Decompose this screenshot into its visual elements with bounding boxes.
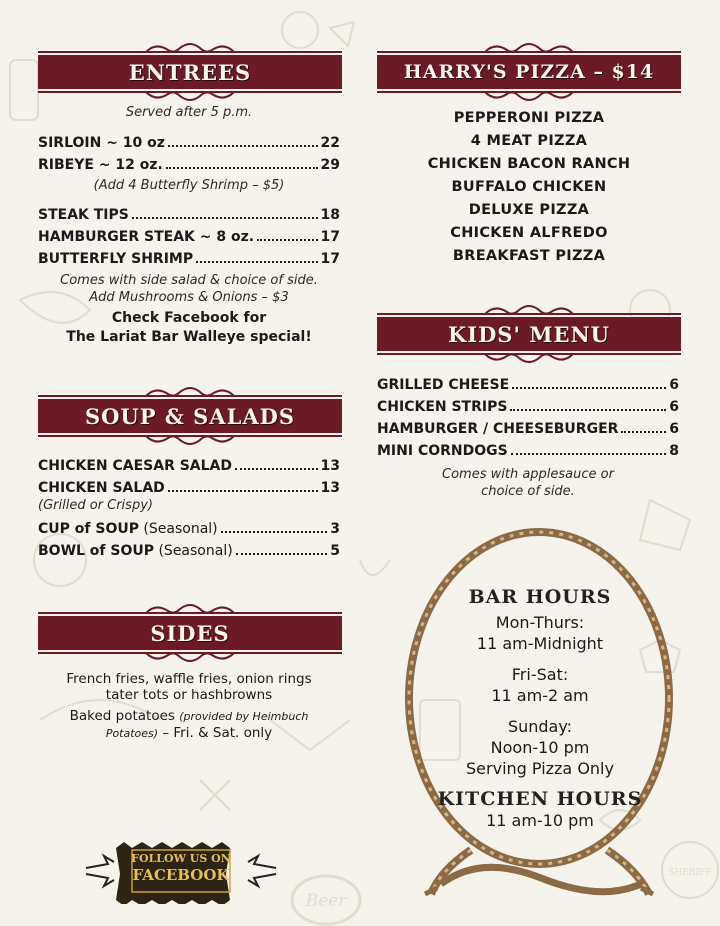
hours-sunday-time: Noon-10 pm (490, 738, 590, 757)
item-price: 17 (320, 229, 340, 245)
menu-item-mini-corndogs (377, 440, 679, 462)
kids-title: KIDS' MENU (448, 321, 610, 347)
item-price: 13 (320, 480, 340, 496)
facebook-badge-line-2: FACEBOOK (132, 866, 230, 884)
item-name: STEAK TIPS (38, 207, 129, 223)
pointing-hand-left-icon (86, 856, 114, 886)
item-price: 18 (320, 207, 340, 223)
item-price: 8 (669, 443, 679, 459)
item-name: CHICKEN SALAD (38, 480, 165, 496)
entrees-title: ENTREES (128, 59, 252, 85)
scroll-ornament-icon (481, 88, 577, 102)
item-name: BUTTERFLY SHRIMP (38, 251, 194, 267)
menu-item-cup-of-soup (38, 518, 340, 540)
banner-bar (38, 55, 342, 89)
beer-sign-text: Beer (305, 891, 347, 911)
item-price: 6 (669, 421, 679, 437)
menu-item-grilled-cheese (377, 374, 679, 396)
sides-line-1: French fries, waffle fries, onion rings (66, 671, 312, 687)
bottle-doodle-icon (10, 60, 38, 120)
banner-rule (38, 51, 342, 53)
soup-salads-section (38, 455, 340, 562)
facebook-badge-line-1: FOLLOW US ON (131, 852, 231, 865)
hours-frisat-time: 11 am-2 am (491, 686, 589, 705)
kitchen-hours-title: KITCHEN HOURS (437, 788, 643, 810)
scroll-ornament-icon (142, 88, 238, 102)
item-name: CHICKEN CAESAR SALAD (38, 458, 233, 474)
walleye-special-line-1: Check Facebook for (111, 310, 267, 326)
item-name: SIRLOIN ~ 10 oz (38, 135, 165, 151)
pizza-item: BREAKFAST PIZZA (452, 248, 606, 264)
hours-monthu-time: 11 am-Midnight (476, 634, 604, 653)
item-price: 5 (330, 543, 340, 559)
facebook-badge[interactable] (84, 838, 278, 904)
pizza-item: DELUXE PIZZA (468, 202, 590, 218)
sides-section (38, 671, 340, 742)
menu-item-hamburger-steak (38, 226, 340, 248)
banner-bar (38, 616, 342, 650)
banner-bar (38, 399, 342, 433)
item-name: GRILLED CHEESE (377, 377, 510, 393)
sides-title: SIDES (150, 620, 230, 646)
item-price: 17 (320, 251, 340, 267)
banner-rule (38, 395, 342, 397)
item-price: 13 (320, 458, 340, 474)
item-price: 29 (320, 157, 340, 173)
banner-rule (377, 51, 681, 53)
item-price: 22 (320, 135, 340, 151)
scroll-ornament-icon (481, 304, 577, 318)
banner-rule (377, 313, 681, 315)
soup-salads-banner (38, 386, 342, 446)
scroll-ornament-icon (142, 603, 238, 617)
baked-potato-line-2: Potatoes) – Fri. & Sat. only (105, 725, 273, 741)
menu-item-chicken-caesar-salad (38, 455, 340, 477)
kids-section (377, 374, 679, 500)
item-price: 3 (330, 521, 340, 537)
item-name: RIBEYE ~ 12 oz. (38, 157, 163, 173)
pizza-item: BUFFALO CHICKEN (451, 179, 607, 195)
hours-section (425, 586, 655, 831)
scroll-ornament-icon (142, 386, 238, 400)
menu-item-bowl-of-soup (38, 540, 340, 562)
item-name: BOWL of SOUP (Seasonal) (38, 543, 233, 559)
scroll-ornament-icon (481, 350, 577, 364)
menu-item-steak-tips (38, 204, 340, 226)
menu-item-chicken-strips (377, 396, 679, 418)
pizza-title: HARRY'S PIZZA – $14 (403, 61, 655, 83)
entrees-banner (38, 42, 342, 102)
kids-note-1: Comes with applesauce or (442, 467, 614, 482)
menu-item-ribeye (38, 154, 340, 176)
pizza-item: PEPPERONI PIZZA (453, 110, 605, 126)
pizza-item: CHICKEN ALFREDO (450, 225, 608, 241)
entrees-subtitle: Served after 5 p.m. (125, 105, 253, 120)
item-name: HAMBURGER / CHEESEBURGER (377, 421, 619, 437)
hours-sunday-note: Serving Pizza Only (466, 759, 614, 778)
menu-item-sirloin (38, 132, 340, 154)
pizza-item: 4 MEAT PIZZA (470, 133, 588, 149)
item-price: 6 (669, 399, 679, 415)
brand-x-doodle-icon (200, 780, 230, 810)
scroll-ornament-icon (142, 432, 238, 446)
item-price: 6 (669, 377, 679, 393)
menu-item-hamburger-cheeseburger (377, 418, 679, 440)
sides-line-2: tater tots or hashbrowns (105, 687, 273, 703)
scroll-ornament-icon (481, 42, 577, 56)
scroll-ornament-icon (142, 42, 238, 56)
soup-salads-title: SOUP & SALADS (84, 403, 296, 429)
kitchen-hours-time: 11 am-10 pm (486, 811, 594, 830)
horseshoe-doodle-icon-2 (360, 560, 390, 575)
kids-note-2: choice of side. (481, 484, 575, 499)
baked-potato-line: Baked potatoes (provided by Heimbuch (69, 708, 309, 724)
sheriff-badge-text: SHERIFF (668, 868, 712, 878)
item-name: CHICKEN STRIPS (377, 399, 508, 415)
entrees-addon-note: (Add 4 Butterfly Shrimp – $5) (93, 178, 285, 193)
item-name: MINI CORNDOGS (377, 443, 508, 459)
pizza-item: CHICKEN BACON RANCH (427, 156, 631, 172)
banner-rule (38, 612, 342, 614)
entrees-section (38, 104, 340, 347)
banner-bar (377, 317, 681, 351)
pizza-banner (377, 42, 681, 102)
kids-banner (377, 304, 681, 364)
scroll-ornament-icon (142, 649, 238, 663)
sides-banner (38, 603, 342, 663)
pointing-hand-right-icon (248, 856, 276, 886)
hours-monthu-label: Mon-Thurs: (495, 613, 585, 632)
walleye-special-line-2: The Lariat Bar Walleye special! (66, 329, 312, 345)
menu-item-butterfly-shrimp (38, 248, 340, 270)
entrees-side-note: Comes with side salad & choice of side. (60, 273, 318, 288)
pizza-list (377, 107, 681, 268)
item-name: HAMBURGER STEAK ~ 8 oz. (38, 229, 255, 245)
hours-frisat-label: Fri-Sat: (511, 665, 569, 684)
hours-sunday-label: Sunday: (507, 717, 573, 736)
entrees-mushroom-note: Add Mushrooms & Onions – $3 (89, 290, 289, 305)
item-name: CUP of SOUP (Seasonal) (38, 521, 218, 537)
bar-hours-title: BAR HOURS (468, 586, 612, 608)
chicken-salad-note: (Grilled or Crispy) (38, 498, 153, 513)
menu-item-chicken-salad (38, 477, 340, 499)
banner-bar (377, 55, 681, 89)
